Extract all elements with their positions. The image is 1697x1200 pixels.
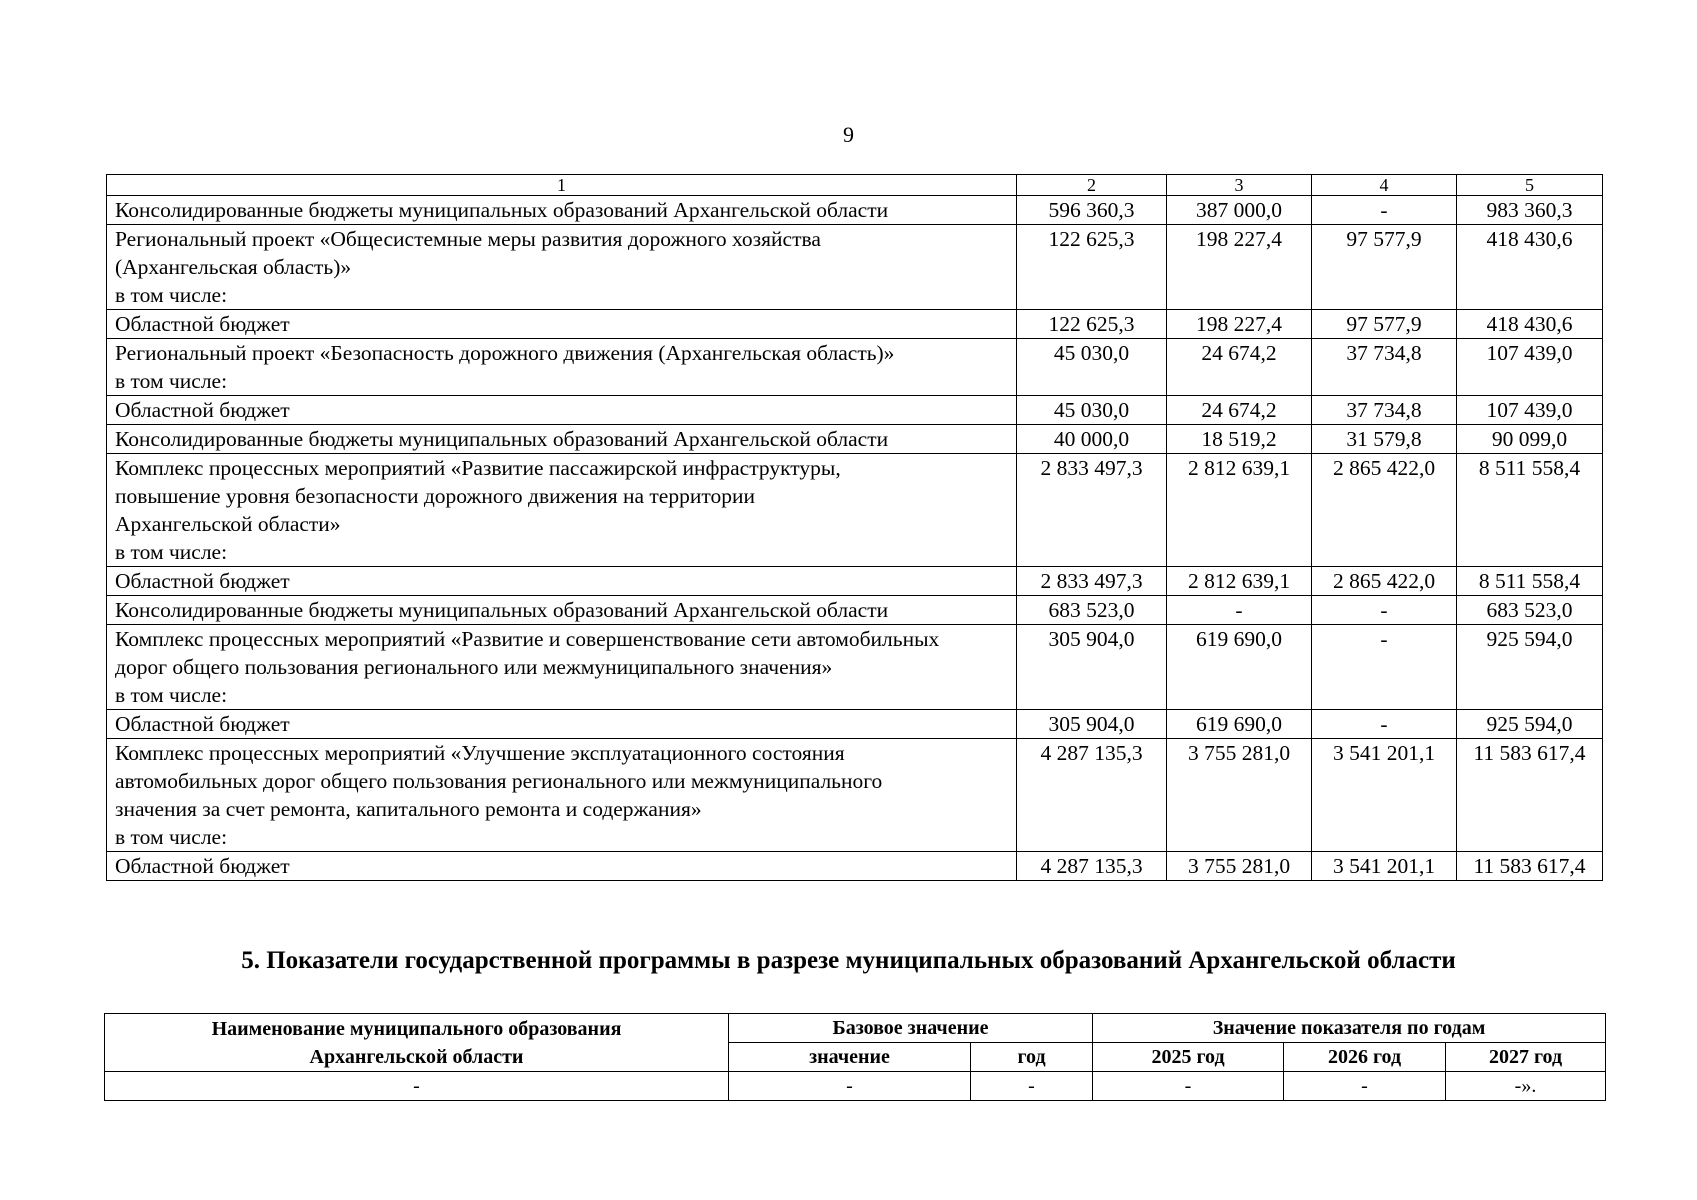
row-value: - — [1312, 196, 1457, 225]
row-value: 619 690,0 — [1167, 710, 1312, 739]
column-number-header: 3 — [1167, 175, 1312, 196]
row-label — [107, 625, 1017, 710]
row-label-line: Консолидированные бюджеты муниципальных образований Архангельской области — [115, 427, 889, 451]
row-label — [107, 454, 1017, 567]
row-label-line: Региональный проект «Безопасность дорожного движения (Архангельская область)» — [115, 341, 895, 365]
row-label — [107, 310, 1017, 339]
row-label-line: автомобильных дорог общего пользования регионального или межмуниципального — [115, 769, 883, 793]
row-value: 11 583 617,4 — [1457, 852, 1603, 881]
budget-row — [107, 196, 1603, 225]
row-label — [107, 567, 1017, 596]
row-value: 2 865 422,0 — [1312, 567, 1457, 596]
indicators-row — [105, 1072, 1606, 1101]
row-label — [107, 396, 1017, 425]
row-value: 387 000,0 — [1167, 196, 1312, 225]
budget-row — [107, 710, 1603, 739]
values-by-year-header: Значение показателя по годам — [1093, 1014, 1606, 1043]
row-value: 305 904,0 — [1017, 625, 1167, 710]
indicators-cell: - — [1093, 1072, 1284, 1101]
row-value: 3 755 281,0 — [1167, 852, 1312, 881]
row-label-line: дорог общего пользования регионального или межмуниципального значения» — [115, 655, 833, 679]
budget-row — [107, 396, 1603, 425]
row-label — [107, 739, 1017, 852]
indicators-cell: - — [729, 1072, 971, 1101]
budget-row — [107, 339, 1603, 396]
budget-table — [106, 174, 1603, 881]
row-value: - — [1312, 710, 1457, 739]
budget-row — [107, 852, 1603, 881]
row-value: 8 511 558,4 — [1457, 567, 1603, 596]
row-value: 683 523,0 — [1457, 596, 1603, 625]
indicators-cell: - — [105, 1072, 729, 1101]
row-value: - — [1167, 596, 1312, 625]
row-value: 107 439,0 — [1457, 396, 1603, 425]
column-number-header: 2 — [1017, 175, 1167, 196]
column-number-header: 1 — [107, 175, 1017, 196]
row-label-line: Комплекс процессных мероприятий «Развитие пассажирской инфраструктуры, — [115, 456, 841, 480]
row-label — [107, 425, 1017, 454]
row-label-line: Консолидированные бюджеты муниципальных образований Архангельской области — [115, 198, 889, 222]
municipality-name-header-line2: Архангельской области — [309, 1045, 524, 1068]
budget-row — [107, 625, 1603, 710]
row-value: 2 812 639,1 — [1167, 454, 1312, 567]
row-value: 983 360,3 — [1457, 196, 1603, 225]
section-title: 5. Показатели государственной программы в разрезе муниципальных образований Архангельской области — [241, 947, 1456, 974]
row-label-line: Региональный проект «Общесистемные меры развития дорожного хозяйства — [115, 227, 821, 251]
row-value: 18 519,2 — [1167, 425, 1312, 454]
sub-header-value: значение — [729, 1043, 971, 1072]
row-label-line: (Архангельская область)» — [115, 255, 352, 279]
sub-header-2025: 2025 год — [1093, 1043, 1284, 1072]
row-label-line: в том числе: — [115, 540, 228, 564]
row-value: 683 523,0 — [1017, 596, 1167, 625]
row-value: 107 439,0 — [1457, 339, 1603, 396]
column-number-header: 4 — [1312, 175, 1457, 196]
row-label-line: Областной бюджет — [115, 569, 290, 593]
row-label-line: Комплекс процессных мероприятий «Улучшение эксплуатационного состояния — [115, 741, 845, 765]
row-label-line: Областной бюджет — [115, 712, 290, 736]
row-value: 596 360,3 — [1017, 196, 1167, 225]
row-value: 619 690,0 — [1167, 625, 1312, 710]
row-value: 198 227,4 — [1167, 310, 1312, 339]
row-label-line: в том числе: — [115, 825, 228, 849]
row-value: 3 541 201,1 — [1312, 852, 1457, 881]
row-label-line: Областной бюджет — [115, 398, 290, 422]
indicators-cell: - — [1284, 1072, 1446, 1101]
row-value: 37 734,8 — [1312, 396, 1457, 425]
row-value: 97 577,9 — [1312, 310, 1457, 339]
row-value: 418 430,6 — [1457, 225, 1603, 310]
page-number: 9 — [843, 122, 854, 147]
budget-row — [107, 739, 1603, 852]
row-value: 45 030,0 — [1017, 396, 1167, 425]
row-value: - — [1312, 625, 1457, 710]
budget-row — [107, 310, 1603, 339]
sub-header-2027: 2027 год — [1446, 1043, 1606, 1072]
row-value: 40 000,0 — [1017, 425, 1167, 454]
sub-header-2026: 2026 год — [1284, 1043, 1446, 1072]
row-label-line: Архангельской области» — [115, 512, 341, 536]
indicators-cell: -». — [1446, 1072, 1606, 1101]
row-value: 2 812 639,1 — [1167, 567, 1312, 596]
budget-row — [107, 425, 1603, 454]
budget-header-row — [107, 175, 1603, 196]
row-value: 198 227,4 — [1167, 225, 1312, 310]
row-label-line: Областной бюджет — [115, 312, 290, 336]
row-value: 11 583 617,4 — [1457, 739, 1603, 852]
row-value: - — [1312, 596, 1457, 625]
row-label — [107, 710, 1017, 739]
row-value: 925 594,0 — [1457, 710, 1603, 739]
row-value: 37 734,8 — [1312, 339, 1457, 396]
row-value: 122 625,3 — [1017, 225, 1167, 310]
row-value: 3 541 201,1 — [1312, 739, 1457, 852]
indicators-cell: - — [971, 1072, 1093, 1101]
base-value-header: Базовое значение — [729, 1014, 1093, 1043]
row-value: 8 511 558,4 — [1457, 454, 1603, 567]
row-label-line: в том числе: — [115, 369, 228, 393]
row-label-line: Комплекс процессных мероприятий «Развитие и совершенствование сети автомобильных — [115, 627, 940, 651]
budget-row — [107, 567, 1603, 596]
municipality-name-header — [105, 1014, 729, 1072]
row-label-line: Областной бюджет — [115, 854, 290, 878]
row-value: 97 577,9 — [1312, 225, 1457, 310]
row-label — [107, 852, 1017, 881]
sub-header-year: год — [971, 1043, 1093, 1072]
row-label-line: в том числе: — [115, 683, 228, 707]
row-value: 90 099,0 — [1457, 425, 1603, 454]
budget-row — [107, 225, 1603, 310]
indicators-table — [104, 1013, 1606, 1101]
row-value: 3 755 281,0 — [1167, 739, 1312, 852]
budget-row — [107, 596, 1603, 625]
row-value: 4 287 135,3 — [1017, 852, 1167, 881]
row-value: 122 625,3 — [1017, 310, 1167, 339]
row-label-line: в том числе: — [115, 283, 228, 307]
column-number-header: 5 — [1457, 175, 1603, 196]
row-label — [107, 196, 1017, 225]
row-value: 31 579,8 — [1312, 425, 1457, 454]
row-label — [107, 225, 1017, 310]
row-label — [107, 596, 1017, 625]
row-value: 45 030,0 — [1017, 339, 1167, 396]
row-value: 305 904,0 — [1017, 710, 1167, 739]
row-value: 2 833 497,3 — [1017, 454, 1167, 567]
row-value: 24 674,2 — [1167, 396, 1312, 425]
row-label-line: повышение уровня безопасности дорожного движения на территории — [115, 484, 755, 508]
row-label — [107, 339, 1017, 396]
row-value: 2 865 422,0 — [1312, 454, 1457, 567]
row-value: 4 287 135,3 — [1017, 739, 1167, 852]
row-value: 24 674,2 — [1167, 339, 1312, 396]
row-label-line: значения за счет ремонта, капитального ремонта и содержания» — [115, 797, 702, 821]
row-value: 2 833 497,3 — [1017, 567, 1167, 596]
row-value: 418 430,6 — [1457, 310, 1603, 339]
row-label-line: Консолидированные бюджеты муниципальных образований Архангельской области — [115, 598, 889, 622]
budget-row — [107, 454, 1603, 567]
municipality-name-header-line1: Наименование муниципального образования — [211, 1017, 622, 1040]
row-value: 925 594,0 — [1457, 625, 1603, 710]
